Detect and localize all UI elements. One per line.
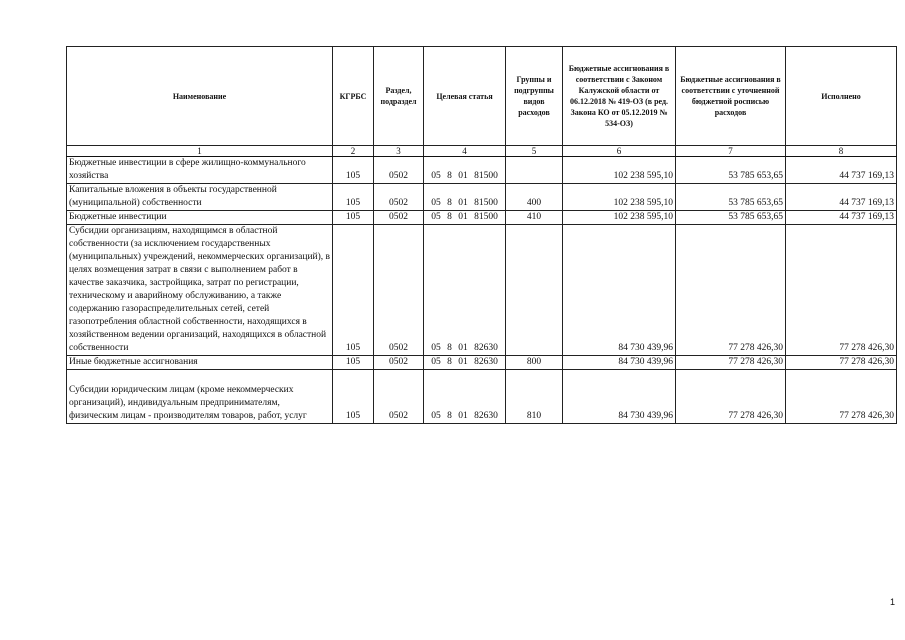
row-kgrbs: 105 — [333, 184, 374, 211]
column-number: 7 — [676, 146, 786, 157]
row-budget-refined: 77 278 426,30 — [676, 225, 786, 356]
row-group: 400 — [506, 184, 563, 211]
row-budget-refined: 53 785 653,65 — [676, 211, 786, 225]
row-kgrbs: 105 — [333, 211, 374, 225]
row-section: 0502 — [374, 184, 424, 211]
row-section: 0502 — [374, 157, 424, 184]
budget-table — [66, 46, 897, 424]
table-row — [67, 370, 897, 424]
row-name: Субсидии юридическим лицам (кроме некоммерческих организаций), индивидуальным предпринимателям, физическим лицам - производителям товаров, работ, услуг — [67, 370, 333, 424]
row-budget-law: 84 730 439,96 — [563, 356, 676, 370]
row-target: 05 8 01 82630 — [424, 356, 506, 370]
row-section: 0502 — [374, 370, 424, 424]
row-name: Иные бюджетные ассигнования — [67, 356, 333, 370]
row-target: 05 8 01 81500 — [424, 184, 506, 211]
column-number: 6 — [563, 146, 676, 157]
row-budget-law: 84 730 439,96 — [563, 370, 676, 424]
row-group — [506, 225, 563, 356]
row-budget-law: 84 730 439,96 — [563, 225, 676, 356]
row-budget-law: 102 238 595,10 — [563, 211, 676, 225]
column-number: 1 — [67, 146, 333, 157]
header-budget-refined: Бюджетные ассигнования в соответствии с уточненной бюджетной росписью расходов — [676, 47, 786, 146]
column-number: 2 — [333, 146, 374, 157]
row-group: 410 — [506, 211, 563, 225]
row-executed: 44 737 169,13 — [786, 211, 897, 225]
table-row — [67, 157, 897, 184]
row-budget-refined: 53 785 653,65 — [676, 157, 786, 184]
row-section: 0502 — [374, 211, 424, 225]
row-budget-refined: 77 278 426,30 — [676, 370, 786, 424]
header-name: Наименование — [67, 47, 333, 146]
column-number: 4 — [424, 146, 506, 157]
header-row — [67, 47, 897, 146]
column-number: 8 — [786, 146, 897, 157]
page-number: 1 — [890, 597, 896, 607]
row-name: Капитальные вложения в объекты государственной (муниципальной) собственности — [67, 184, 333, 211]
row-executed: 77 278 426,30 — [786, 370, 897, 424]
row-executed: 77 278 426,30 — [786, 356, 897, 370]
header-groups: Группы и подгруппы видов расходов — [506, 47, 563, 146]
row-budget-refined: 53 785 653,65 — [676, 184, 786, 211]
row-name: Бюджетные инвестиции — [67, 211, 333, 225]
table-row — [67, 211, 897, 225]
row-kgrbs: 105 — [333, 356, 374, 370]
row-target: 05 8 01 82630 — [424, 370, 506, 424]
table-row — [67, 225, 897, 356]
column-number: 5 — [506, 146, 563, 157]
column-number: 3 — [374, 146, 424, 157]
header-kgrbs: КГРБС — [333, 47, 374, 146]
row-kgrbs: 105 — [333, 370, 374, 424]
header-target: Целевая статья — [424, 47, 506, 146]
row-group — [506, 157, 563, 184]
row-budget-refined: 77 278 426,30 — [676, 356, 786, 370]
table-row — [67, 356, 897, 370]
row-kgrbs: 105 — [333, 225, 374, 356]
header-section: Раздел, подраздел — [374, 47, 424, 146]
row-budget-law: 102 238 595,10 — [563, 184, 676, 211]
row-target: 05 8 01 81500 — [424, 157, 506, 184]
row-group: 810 — [506, 370, 563, 424]
row-name: Субсидии организациям, находящимся в областной собственности (за исключением государственных (муниципальных) учреждений, некоммерческих организаций), в целях возмещения затрат в связи с выполнением работ в качестве заказчика, застройщика, затрат по регистрации, техническому и аварийному обслуживанию, а также содержанию газораспределительных сетей, сетей газопотребления областной собственности, находящихся в хозяйственном ведении организаций, находящихся в областной собственности — [67, 225, 333, 356]
row-name: Бюджетные инвестиции в сфере жилищно-коммунального хозяйства — [67, 157, 333, 184]
row-section: 0502 — [374, 225, 424, 356]
column-number-row — [67, 146, 897, 157]
row-executed: 44 737 169,13 — [786, 184, 897, 211]
table-row — [67, 184, 897, 211]
row-budget-law: 102 238 595,10 — [563, 157, 676, 184]
header-budget-law: Бюджетные ассигнования в соответствии с Законом Калужской области от 06.12.2018 № 419-ОЗ (в ред. Закона КО от 05.12.2019 № 534-ОЗ) — [563, 47, 676, 146]
row-group: 800 — [506, 356, 563, 370]
row-target: 05 8 01 81500 — [424, 211, 506, 225]
row-kgrbs: 105 — [333, 157, 374, 184]
row-target: 05 8 01 82630 — [424, 225, 506, 356]
header-executed: Исполнено — [786, 47, 897, 146]
row-executed: 44 737 169,13 — [786, 157, 897, 184]
row-executed: 77 278 426,30 — [786, 225, 897, 356]
row-section: 0502 — [374, 356, 424, 370]
